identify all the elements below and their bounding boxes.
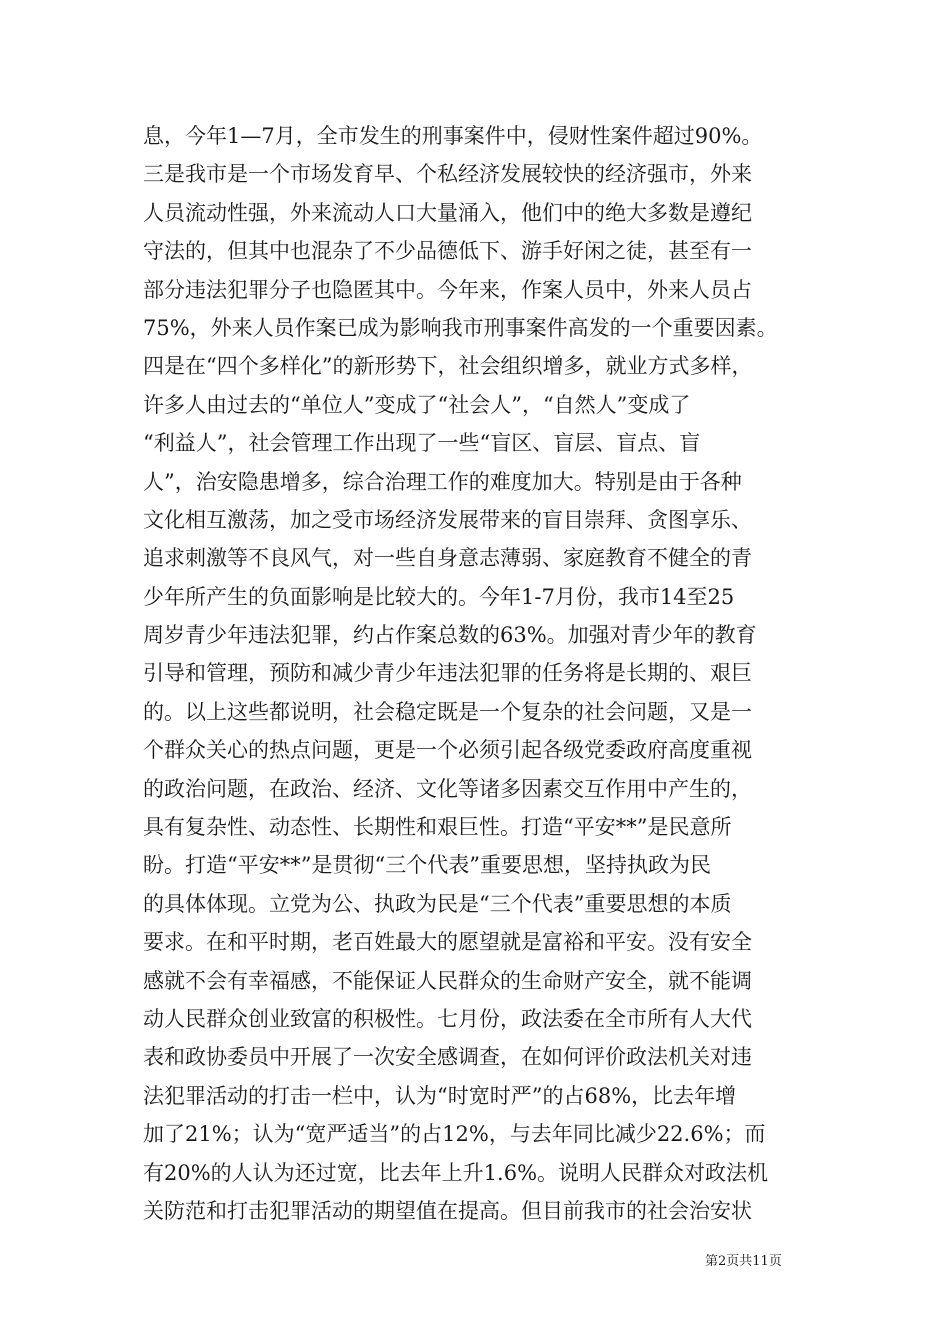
text-line: 表和政协委员中开展了一次安全感调查，在如何评价政法机关对违 [143, 1045, 752, 1070]
text-line: 的具体体现。立党为公、执政为民是“三个代表”重要思想的本质 [143, 891, 732, 916]
text-line: 许多人由过去的“单位人”变成了“社会人”，“自然人”变成了 [143, 392, 691, 417]
text-line: 人员流动性强，外来流动人口大量涌入，他们中的绝大多数是遵纪 [143, 200, 752, 225]
text-line: 人”，治安隐患增多，综合治理工作的难度加大。特别是由于各种 [143, 469, 742, 494]
text-line: 息，今年1—7月，全市发生的刑事案件中，侵财性案件超过90%。 [143, 124, 763, 148]
text-line: 周岁青少年违法犯罪，约占作案总数的63%。加强对青少年的教育 [143, 623, 757, 648]
text-line: 的政治问题，在政治、经济、文化等诸多因素交互作用中产生的， [143, 776, 752, 801]
text-line: 加了21%；认为“宽严适当”的占12%，与去年同比减少22.6%；而 [143, 1122, 766, 1147]
text-line: 75%，外来人员作案已成为影响我市刑事案件高发的一个重要因素。 [143, 315, 778, 340]
body-text [143, 117, 813, 1230]
text-line: 引导和管理，预防和减少青少年违法犯罪的任务将是长期的、艰巨 [143, 661, 752, 686]
text-line: 三是我市是一个市场发育早、个私经济发展较快的经济强市，外来 [143, 162, 752, 187]
text-line: 部分违法犯罪分子也隐匿其中。今年来，作案人员中，外来人员占 [143, 277, 752, 302]
text-line: 盼。打造“平安**”是贯彻“三个代表”重要思想，坚持执政为民 [143, 853, 711, 878]
text-line: 感就不会有幸福感，不能保证人民群众的生命财产安全，就不能调 [143, 968, 752, 993]
text-line: 关防范和打击犯罪活动的期望值在提高。但目前我市的社会治安状 [143, 1198, 752, 1223]
text-line: “利益人”，社会管理工作出现了一些“盲区、盲层、盲点、盲 [143, 431, 701, 456]
text-line: 追求刺激等不良风气，对一些自身意志薄弱、家庭教育不健全的青 [143, 546, 752, 571]
text-line: 的。以上这些都说明，社会稳定既是一个复杂的社会问题，又是一 [143, 699, 752, 724]
text-line: 有20%的人认为还过宽，比去年上升1.6%。说明人民群众对政法机 [143, 1160, 769, 1185]
text-line: 个群众关心的热点问题，更是一个必须引起各级党委政府高度重视 [143, 738, 752, 763]
text-line: 文化相互激荡，加之受市场经济发展带来的盲目崇拜、贪图享乐、 [143, 507, 752, 532]
text-line: 具有复杂性、动态性、长期性和艰巨性。打造“平安**”是民意所 [143, 815, 732, 840]
text-line: 要求。在和平时期，老百姓最大的愿望就是富裕和平安。没有安全 [143, 930, 752, 955]
text-line: 四是在“四个多样化”的新形势下，社会组织增多，就业方式多样， [143, 354, 753, 379]
text-line: 动人民群众创业致富的积极性。七月份，政法委在全市所有人大代 [143, 1006, 752, 1031]
text-line: 守法的，但其中也混杂了不少品德低下、游手好闲之徒，甚至有一 [143, 239, 752, 264]
text-line: 少年所产生的负面影响是比较大的。今年1-7月份，我市14至25 [143, 584, 735, 609]
text-line: 法犯罪活动的打击一栏中，认为“时宽时严”的占68%，比去年增 [143, 1083, 737, 1108]
page-number: 第2页共11页 [705, 1254, 782, 1269]
